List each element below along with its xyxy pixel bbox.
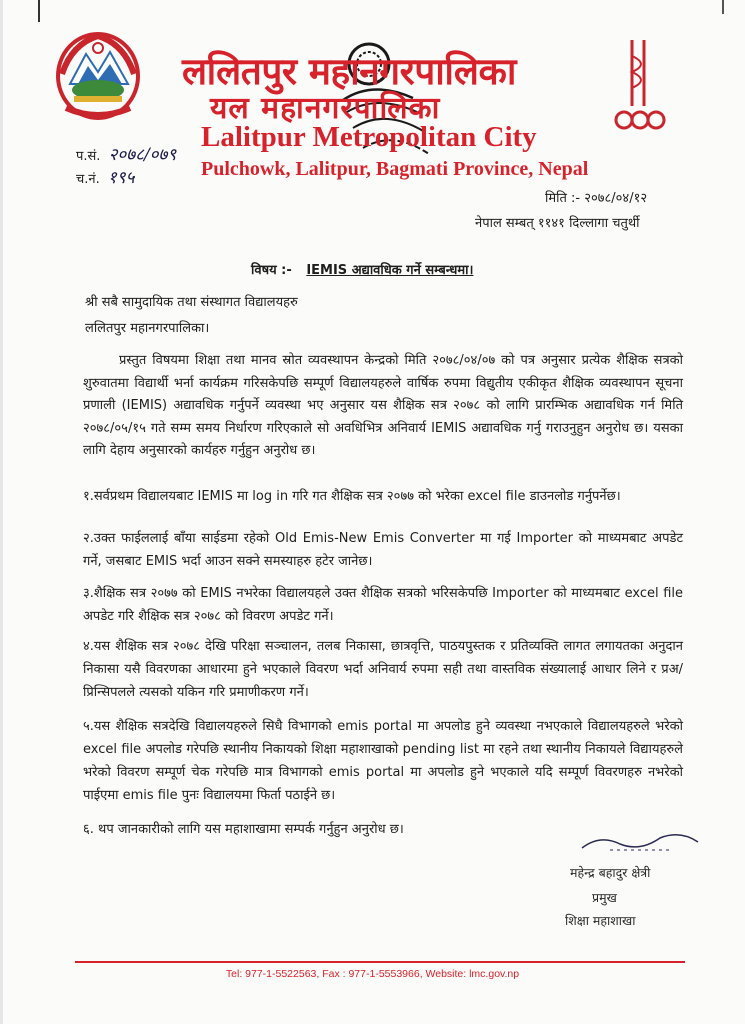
- signatory-department: शिक्षा महाशाखा: [565, 913, 636, 928]
- body-paragraph: प्रस्तुत विषयमा शिक्षा तथा मानव स्रोत व्यवस्थापन केन्द्रको मिति २०७८/०४/०७ को पत्र अनुसार प्रत्येक शैक्षिक सत्रको शुरुवातमा विद्यार्थी भर्ना कार्यक्रम गरिसकेपछि सम्पूर्ण विद्यालयहरुले वार्षिक रुपमा विद्युतीय एकीकृत शैक्षिक व्यवस्थापन सूचना प्रणाली (IEMIS) अद्यावधिक गर्नुपर्ने व्यवस्था भए अनुसार यस शैक्षिक सत्र २०७८ को लागि प्रारम्भिक अद्यावधिक गर्न मिति २०७८/०५/१५ गते सम्म समय निर्धारण गरिएकाले सो अवधिभित्र अनिवार्य IEMIS अद्यावधिक गर्नु गराउनुहुन अनुरोध छ। यसका लागि देहाय अनुसारको कार्यहरु गर्नुहुन अनुरोध छ।: [83, 353, 683, 458]
- patra-label: प.सं.: [76, 149, 101, 164]
- chalani-number: [76, 165, 134, 188]
- nepal-emblem-logo: [52, 24, 144, 124]
- list-item: १.सर्वप्रथम विद्यालयबाट IEMIS मा log in गरि गत शैक्षिक सत्र २०७७ को भरेका excel file डाउनलोड गर्नुपर्नेछ।: [83, 489, 621, 504]
- patra-sankhya: [76, 142, 176, 165]
- list-item: ३.शैक्षिक सत्र २०७७ को EMIS नभरेका विद्यालयहले उक्त शैक्षिक सत्रको भरिसकेपछि Importer को माध्यमबाट excel file अपडेट गरि शैक्षिक सत्र २०७८ को विवरण अपडेट गर्ने।: [83, 586, 683, 624]
- municipality-title-newari: यल महानगरपालिका: [210, 91, 441, 126]
- signatory-name: महेन्द्र बहादुर क्षेत्री: [570, 865, 651, 880]
- footer-divider: [75, 961, 685, 963]
- nepal-sambat-line: नेपाल सम्बत् ११४१ दिल्लागा चतुर्थी: [475, 216, 640, 231]
- decorative-knot-icon: [610, 36, 670, 136]
- municipality-address: Pulchowk, Lalitpur, Bagmati Province, Nepal: [201, 158, 589, 180]
- list-item: ६. थप जानकारीको लागि यस महाशाखामा सम्पर्क गर्नुहुन अनुरोध छ।: [83, 822, 404, 837]
- page-edge: [0, 0, 3, 1024]
- margin-mark-right: [722, 0, 724, 14]
- signature-scribble: [580, 828, 700, 856]
- list-item: ४.यस शैक्षिक सत्र २०७८ देखि परिक्षा सञ्चालन, तलब निकासा, छात्रवृत्ति, पाठयपुस्तक र प्रतिव्यक्ति लागत लगायतका अनुदान निकासा यसै विवरणका आधारमा हुने भएकाले विवरण भर्दा अनिवार्य रुपमा सही तथा वास्तविक संख्यालाई आधार लिने र प्रअ/प्रिन्सिपलले त्यसको यकिन गरि प्रमाणीकरण गर्ने।: [83, 639, 683, 700]
- municipality-title-nepali: ललितपुर महानगरपालिका: [182, 49, 516, 93]
- margin-mark: [38, 0, 40, 22]
- signatory-designation: प्रमुख: [592, 890, 617, 905]
- chalani-label: च.नं.: [76, 172, 100, 187]
- municipality-title-english: Lalitpur Metropolitan City: [201, 121, 537, 153]
- subject-text: IEMIS अद्यावधिक गर्ने सम्बन्धमा।: [306, 263, 474, 278]
- patra-value: २०७८/०७९: [108, 145, 177, 165]
- date-line: मिति :- २०७८/०४/१२: [545, 191, 648, 206]
- addressee-line-2: ललितपुर महानगरपालिका।: [85, 321, 210, 336]
- addressee-line-1: श्री सबै सामुदायिक तथा संस्थागत विद्यालयहरु: [85, 295, 298, 310]
- subject-label: विषय :-: [251, 263, 292, 278]
- list-item: २.उक्त फाईललाई बाँया साईडमा रहेको Old Emis-New Emis Converter मा गई Importer को माध्यमबाट अपडेट गर्ने, जसबाट EMIS भर्दा आउन सक्ने समस्याहरु हटेर जानेछ।: [83, 531, 683, 569]
- list-item: ५.यस शैक्षिक सत्रदेखि विद्यालयहरुले सिधै विभागको emis portal मा अपलोड हुने व्यवस्था नभएकाले विद्यालयहरुले भरेको excel file अपलोड गरेपछि स्थानीय निकायको शिक्षा महाशाखाको pending list मा रहने तथा स्थानीय निकायले विद्यायहरुले भरेको विवरण सम्पूर्ण चेक गरेपछि मात्र विभागको emis portal मा अपलोड हुने भएकाले यदि सम्पूर्ण विवरणहरु नभरेको पाईएमा emis file पुनः विद्यालयमा फिर्ता पठाईने छ।: [83, 719, 683, 803]
- chalani-value: १९५: [107, 168, 135, 188]
- subject-line: [251, 260, 473, 278]
- footer-contact: Tel: 977-1-5522563, Fax : 977-1-5553966, Website: lmc.gov.np: [225, 968, 520, 980]
